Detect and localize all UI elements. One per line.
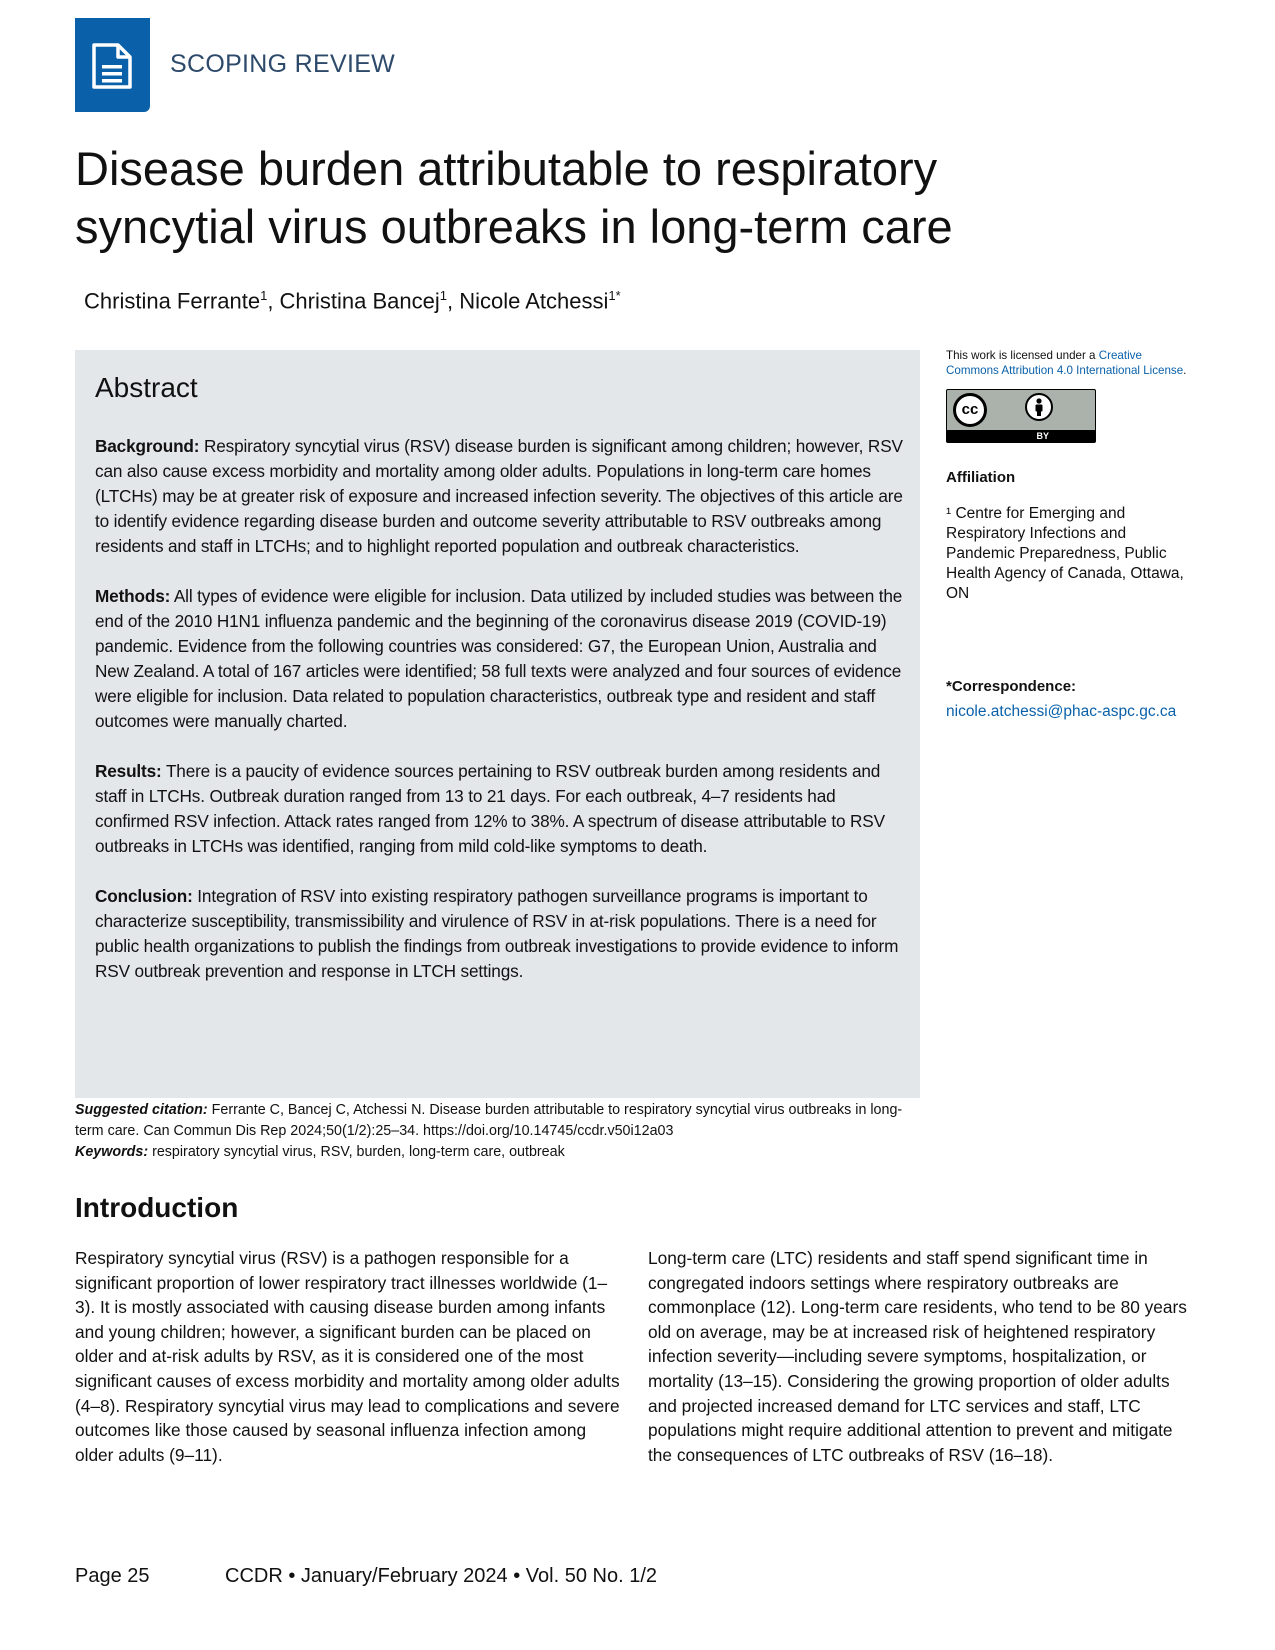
abstract-heading: Abstract <box>95 372 198 403</box>
license-link[interactable]: Creative Commons Attribution 4.0 International License <box>946 349 1184 377</box>
abstract-box <box>75 350 920 1098</box>
cc-icon: cc <box>953 393 987 427</box>
abstract-conclusion: Conclusion: Integration of RSV into existing respiratory pathogen surveillance programs is important to characterize susceptibility, transmissibility and virulence of RSV in at-risk populations. There is a need for public health organizations to publish the findings from outbreak investigations to provide evidence to inform RSV outbreak prevention and response in LTCH settings. <box>95 886 899 981</box>
cc-by-badge[interactable] <box>946 389 1096 443</box>
section-label: SCOPING REVIEW <box>170 50 396 78</box>
author-name: Christina Bancej <box>279 288 440 314</box>
sidebar <box>946 348 1196 720</box>
abstract-results: Results: There is a paucity of evidence sources pertaining to RSV outbreak burden among residents and staff in LTCHs. Outbreak duration ranged from 13 to 21 days. For each outbreak, 4–7 residents had confirmed RSV infection. Attack rates ranged from 12% to 38%. A spectrum of disease attributable to RSV outbreaks in LTCHs was identified, ranging from mild cold-like symptoms to death. <box>95 761 885 856</box>
by-label: BY <box>947 430 1095 442</box>
attribution-person-icon <box>1025 393 1053 421</box>
author-list: Christina Ferrante$^1$, Christina Bancej$^1$, Nicole Atchessi$^{1*}$ <box>84 288 621 314</box>
license-text: This work is licensed under a Creative Commons Attribution 4.0 International License. <box>946 349 1187 377</box>
correspondence-email-link[interactable]: nicole.atchessi@phac-aspc.gc.ca <box>946 703 1177 720</box>
keywords: Keywords: respiratory syncytial virus, RSV, burden, long-term care, outbreak <box>75 1144 565 1160</box>
page-number: Page 25 <box>75 1565 150 1587</box>
document-icon <box>91 42 133 90</box>
affiliation-text: ¹ Centre for Emerging and Respiratory Infections and Pandemic Preparedness, Public Health Agency of Canada, Ottawa, ON <box>946 505 1184 602</box>
affiliation-heading: Affiliation <box>946 469 1016 486</box>
journal-info: CCDR • January/February 2024 • Vol. 50 No. 1/2 <box>225 1565 657 1587</box>
author-name: Christina Ferrante <box>84 288 261 314</box>
suggested-citation: Suggested citation: Ferrante C, Bancej C, Atchessi N. Disease burden attributable to respiratory syncytial virus outbreaks in long-term care. Can Commun Dis Rep 2024;50(1/2):25–34. https://doi.org/10.14745/ccdr.v50i12a03 <box>75 1102 903 1139</box>
introduction-heading: Introduction <box>75 1192 239 1223</box>
intro-column-right: Long-term care (LTC) residents and staff spend significant time in congregated indoors settings where respiratory outbreaks are commonplace (12). Long-term care residents, who tend to be 80 years old on average, may be at increased risk of heightened respiratory infection severity—including severe symptoms, hospitalization, or mortality (13–15). Considering the growing proportion of older adults and projected increased demand for LTC services and staff, LTC populations might require additional attention to prevent and mitigate the consequences of LTC outbreaks of RSV (16–18). <box>648 1248 1187 1465</box>
correspondence-heading: *Correspondence: <box>946 678 1077 695</box>
intro-column-left: Respiratory syncytial virus (RSV) is a pathogen responsible for a significant proportion of lower respiratory tract illnesses worldwide (1–3). It is mostly associated with causing disease burden among infants and young children; however, a significant burden can be placed on older and at-risk adults by RSV, as it is considered one of the most significant causes of excess morbidity and mortality among older adults (4–8). Respiratory syncytial virus may lead to complications and severe outcomes like those caused by seasonal influenza infection among older adults (9–11). <box>75 1248 620 1465</box>
abstract-background: Background: Respiratory syncytial virus (RSV) disease burden is significant among children; however, RSV can also cause excess morbidity and mortality among older adults. Populations in long-term care homes (LTCHs) may be at greater risk of exposure and increased infection severity. The objectives of this article are to identify evidence regarding disease burden and outcome severity attributable to RSV outbreaks among residents and staff in LTCHs; and to highlight reported population and outbreak characteristics. <box>95 436 903 556</box>
author-name: Nicole Atchessi <box>459 288 609 314</box>
article-title: Disease burden attributable to respiratory syncytial virus outbreaks in long-term care <box>75 142 953 253</box>
article-type-badge <box>75 18 150 112</box>
abstract-methods: Methods: All types of evidence were eligible for inclusion. Data utilized by included studies was between the end of the 2010 H1N1 influenza pandemic and the beginning of the coronavirus disease 2019 (COVID-19) pandemic. Evidence from the following countries was considered: G7, the European Union, Australia and New Zealand. A total of 167 articles were identified; 58 full texts were analyzed and four sources of evidence were eligible for inclusion. Data related to population characteristics, outbreak type and resident and staff outcomes were manually charted. <box>95 586 903 731</box>
citation-block <box>75 1100 925 1163</box>
